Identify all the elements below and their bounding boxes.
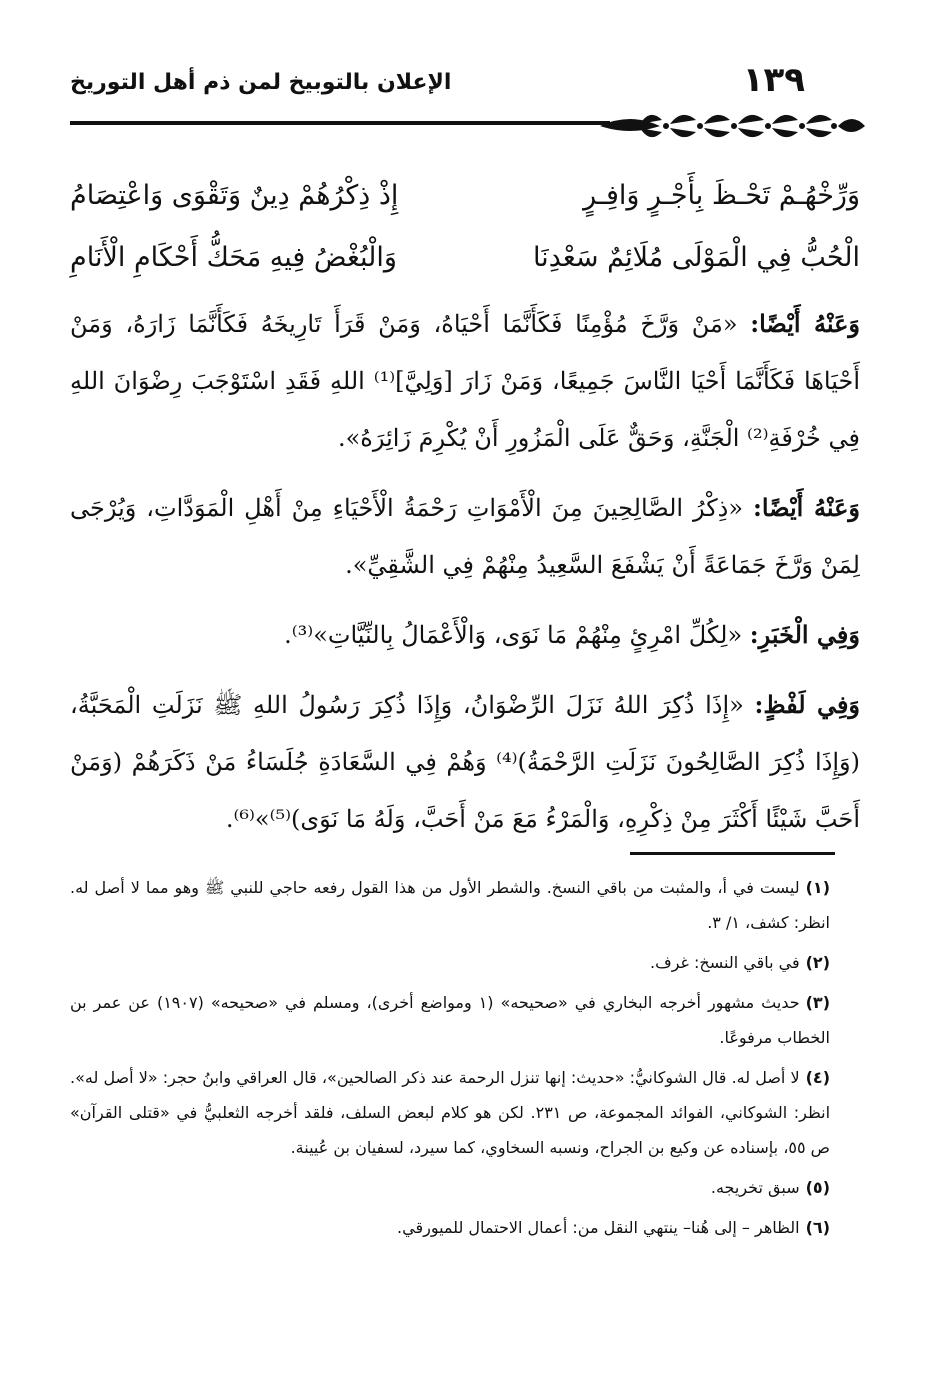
footnote — [70, 945, 830, 980]
footnote-separator — [630, 852, 835, 855]
paragraph-text: «مَنْ وَرَّخَ مُؤْمِنًا فَكَأَنَّمَا أَحْيَاهُ، وَمَنْ قَرَأَ تَارِيخَهُ فَكَأَنَّمَا زَارَهُ، وَمَنْ أَحْيَاهَا فَكَأَنَّمَا أَحْيَا النَّاسَ جَمِيعًا، وَمَنْ زَارَ [وَلِيَّ]⁽¹⁾ اللهِ فَقَدِ اسْتَوْجَبَ رِضْوَانَ اللهِ فِي خُرْفَةِ⁽²⁾ الْجَنَّةِ، وَحَقٌّ عَلَى الْمَزُورِ أَنْ يُكْرِمَ زَائِرَهُ». — [70, 310, 860, 452]
running-title: الإعلان بالتوبيخ لمن ذم أهل التوريخ — [70, 70, 452, 95]
page-header — [70, 60, 860, 150]
poem-line — [70, 180, 860, 242]
header-rule — [70, 121, 610, 125]
footnote-number: (٤) — [805, 1068, 830, 1087]
paragraph-text: «لِكُلِّ امْرِئٍ مِنْهُمْ مَا نَوَى، وَالْأَعْمَالُ بِالنِّيَّاتِ»⁽³⁾. — [284, 621, 750, 649]
footnote — [70, 985, 830, 1055]
poem-hemistich-second: إِذْ ذِكْرُهُمْ دِينٌ وَتَقْوَى وَاعْتِصَامُ — [70, 180, 399, 211]
footnote-number: (٢) — [805, 953, 830, 972]
footnote-number: (٣) — [805, 993, 830, 1012]
footnotes — [70, 870, 830, 1250]
paragraph-text: «ذِكْرُ الصَّالِحِينَ مِنَ الْأَمْوَاتِ رَحْمَةُ الْأَحْيَاءِ مِنْ أَهْلِ الْمَوَدَّاتِ، وَيُرْجَى لِمَنْ وَرَّخَ جَمَاعَةً أَنْ يَشْفَعَ السَّعِيدُ مِنْهُمْ فِي الشَّقِيِّ». — [70, 494, 860, 579]
poem — [70, 180, 860, 304]
paragraph-text: «إِذَا ذُكِرَ اللهُ نَزَلَ الرِّضْوَانُ، وَإِذَا ذُكِرَ رَسُولُ اللهِ ﷺ نَزَلَتِ الْمَحَبَّةُ، (وَإِذَا ذُكِرَ الصَّالِحُونَ نَزَلَتِ الرَّحْمَةُ)⁽⁴⁾ وَهُمْ فِي السَّعَادَةِ جُلَسَاءُ مَنْ ذَكَرَهُمْ (وَمَنْ أَحَبَّ شَيْئًا أَكْثَرَ مِنْ ذِكْرِهِ، وَالْمَرْءُ مَعَ مَنْ أَحَبَّ، وَلَهُ مَا نَوَى)⁽⁵⁾»⁽⁶⁾. — [70, 691, 860, 833]
paragraph — [70, 606, 860, 664]
footnote — [70, 1210, 830, 1245]
paragraph-lead: وَفِي الْخَبَرِ: — [749, 620, 860, 649]
footnote-text: في باقي النسخ: غرف. — [650, 953, 800, 972]
footnote-text: ليست في أ، والمثبت من باقي النسخ. والشطر الأول من هذا القول رفعه حاجي للنبي ﷺ وهو مما لا أصل له. انظر: كشف، ١/ ٣. — [70, 878, 830, 932]
poem-hemistich-first: وَرِّخْهُـمْ تَحْـظَ بِأَجْـرٍ وَافِـرٍ — [583, 180, 860, 211]
paragraph-lead: وَعَنْهُ أَيْضًا: — [750, 309, 860, 338]
footnote-text: الظاهر – إلى هُنا– ينتهي النقل من: أعمال الاحتمال للميورقي. — [397, 1218, 800, 1237]
footnote-number: (٦) — [805, 1218, 830, 1237]
page-number: ١٣٩ — [742, 60, 805, 100]
paragraph — [70, 295, 860, 467]
footnote-text: لا أصل له. قال الشوكانيُّ: «حديث: إنها تنزل الرحمة عند ذكر الصالحين»، قال العراقي وابنُ حجر: «لا أصل له». انظر: الشوكاني، الفوائد المجموعة، ص ٢٣١. لكن هو كلام لبعض السلف، فلقد أخرجه الثعلبيُّ في «قتلى القرآن» ص ٥٥، بإسناده عن وكيع بن الجراح، ونسبه السخاوي، كما سيرد، لسفيان بن عُيينة. — [70, 1068, 831, 1157]
paragraph — [70, 676, 860, 848]
footnote — [70, 1060, 830, 1165]
footnote — [70, 870, 830, 940]
footnote — [70, 1170, 830, 1205]
paragraph — [70, 479, 860, 594]
main-text — [70, 295, 860, 860]
paragraph-lead: وَفِي لَفْظٍ: — [754, 690, 861, 719]
poem-hemistich-first: الْحُبُّ فِي الْمَوْلَى مُلَائِمٌ سَعْدِنَا — [532, 242, 860, 273]
poem-hemistich-second: وَالْبُغْضُ فِيهِ مَحَكُّ أَحْكَامِ الْأَنَامِ — [70, 242, 397, 273]
header-ornament — [600, 102, 865, 144]
footnote-number: (٥) — [805, 1178, 830, 1197]
footnote-text: حديث مشهور أخرجه البخاري في «صحيحه» (١ ومواضع أخرى)، ومسلم في «صحيحه» (١٩٠٧) عن عمر بن الخطاب مرفوعًا. — [70, 993, 830, 1047]
footnote-number: (١) — [805, 878, 830, 897]
paragraph-lead: وَعَنْهُ أَيْضًا: — [752, 493, 860, 522]
footnote-text: سبق تخريجه. — [710, 1178, 800, 1197]
